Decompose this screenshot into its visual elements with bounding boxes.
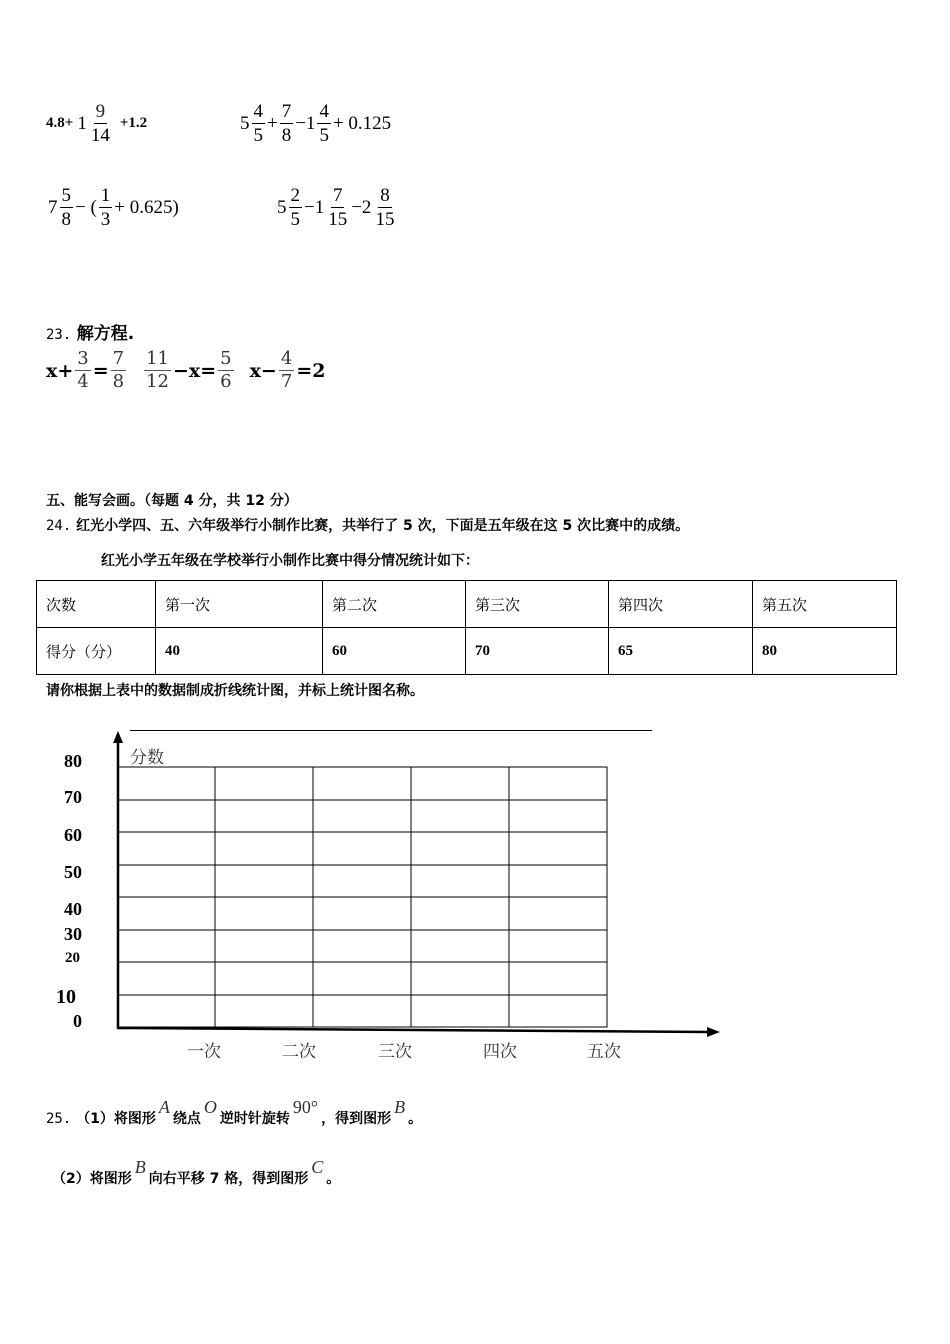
question-text: 红光小学四、五、六年级举行小制作比赛，共举行了 5 次，下面是五年级在这 5 次比赛中的成绩。 (76, 518, 690, 534)
expr-text: +1.2 (119, 115, 148, 131)
expr-text: −1 (295, 112, 316, 134)
table-cell: 65 (609, 628, 753, 675)
question-number: 25. (46, 1111, 72, 1127)
expr-text: + 0.625) (114, 196, 179, 218)
eq-text: x− (249, 359, 277, 382)
y-tick: 80 (64, 751, 82, 771)
denominator: 7 (280, 371, 293, 392)
expr-text: + (267, 112, 278, 134)
table-cell: 80 (753, 628, 897, 675)
x-tick: 三次 (378, 1042, 412, 1062)
section-5-title: 五、能写会画。（每题 4 分，共 12 分） (46, 493, 298, 509)
x-tick: 五次 (587, 1042, 621, 1062)
denominator: 15 (328, 209, 348, 230)
table-cell: 第四次 (609, 581, 753, 628)
denominator: 3 (100, 209, 111, 230)
denominator: 8 (281, 125, 292, 146)
question-number: 23. (46, 327, 72, 343)
expr-text: −2 (351, 196, 372, 218)
numerator: 7 (332, 185, 343, 206)
x-tick: 四次 (483, 1042, 517, 1062)
numerator: 4 (319, 101, 329, 122)
x-tick: 二次 (282, 1042, 316, 1062)
y-tick: 50 (64, 862, 82, 882)
denominator: 15 (375, 209, 395, 230)
y-tick: 0 (73, 1011, 82, 1031)
numerator: 5 (61, 185, 71, 206)
math-symbol: C (311, 1157, 324, 1177)
numerator: 4 (253, 101, 263, 122)
expr-text: 5 (277, 196, 287, 218)
numerator: 4 (280, 348, 293, 369)
question-text: 逆时针旋转 (219, 1111, 290, 1127)
expr-text: + 0.125 (332, 112, 392, 134)
math-symbol: O (203, 1097, 217, 1117)
y-tick: 20 (65, 950, 80, 966)
table-cell: 第三次 (466, 581, 609, 628)
y-tick: 70 (64, 787, 82, 807)
table-cell: 第五次 (753, 581, 897, 628)
question-text: ，得到图形 (321, 1111, 392, 1127)
denominator: 14 (90, 125, 110, 146)
math-symbol: B (394, 1097, 406, 1117)
denominator: 5 (290, 209, 300, 230)
question-text: （1）将图形 (76, 1111, 156, 1127)
numerator: 3 (77, 348, 89, 369)
question-title: 解方程. (76, 324, 135, 344)
expr-text: 1 (77, 112, 87, 134)
y-tick: 60 (64, 825, 82, 845)
table-cell: 70 (466, 628, 609, 675)
table-cell: 60 (323, 628, 466, 675)
expr-text: 7 (48, 196, 58, 218)
denominator: 6 (220, 371, 232, 392)
denominator: 5 (253, 125, 263, 146)
numerator: 11 (146, 348, 169, 369)
y-axis-arrow-icon (113, 731, 123, 743)
eq-text: =2 (296, 359, 326, 382)
table-cell: 40 (156, 628, 323, 675)
y-tick: 40 (64, 899, 82, 919)
question-number: 24. (46, 518, 72, 534)
math-symbol: A (158, 1097, 170, 1117)
question-text: 。 (326, 1171, 341, 1187)
eq-text: x+ (46, 359, 74, 382)
denominator: 8 (112, 371, 125, 392)
math-symbol: B (134, 1157, 146, 1177)
expr-text: − ( (75, 196, 97, 218)
numerator: 7 (112, 348, 125, 369)
question-25-part-2 (52, 1157, 341, 1188)
question-text: 向右平移 7 格，得到图形 (148, 1171, 309, 1187)
denominator: 12 (146, 371, 169, 392)
table-cell: 次数 (37, 581, 156, 628)
math-symbol: 90° (292, 1097, 319, 1117)
numerator: 2 (290, 185, 300, 206)
table-cell: 得分（分） (37, 628, 156, 675)
expr-text: 5 (240, 112, 250, 134)
x-tick: 一次 (187, 1042, 221, 1062)
y-tick: 10 (56, 986, 76, 1008)
numerator: 9 (95, 101, 106, 122)
table-cell: 第一次 (156, 581, 323, 628)
numerator: 8 (380, 185, 390, 206)
denominator: 5 (319, 125, 329, 146)
y-axis-label: 分数 (130, 748, 164, 768)
chart-instruction: 请你根据上表中的数据制成折线统计图，并标上统计图名称。 (46, 683, 424, 699)
x-axis (118, 1028, 710, 1032)
expr-text: −1 (304, 196, 325, 218)
numerator: 5 (220, 348, 232, 369)
eq-text: −x= (172, 359, 217, 382)
x-axis-arrow-icon (707, 1027, 720, 1037)
y-tick: 30 (64, 924, 82, 944)
table-caption: 红光小学五年级在学校举行小制作比赛中得分情况统计如下： (101, 553, 479, 569)
question-text: （2）将图形 (52, 1171, 132, 1187)
question-text: 绕点 (172, 1111, 201, 1127)
question-25-part-1 (46, 1097, 423, 1128)
expr-text: 4.8+ (46, 115, 74, 131)
denominator: 4 (77, 371, 89, 392)
table-cell: 第二次 (323, 581, 466, 628)
numerator: 7 (281, 101, 292, 122)
denominator: 8 (61, 209, 71, 230)
question-text: 。 (408, 1111, 423, 1127)
numerator: 1 (100, 185, 111, 206)
eq-text: = (92, 359, 109, 382)
